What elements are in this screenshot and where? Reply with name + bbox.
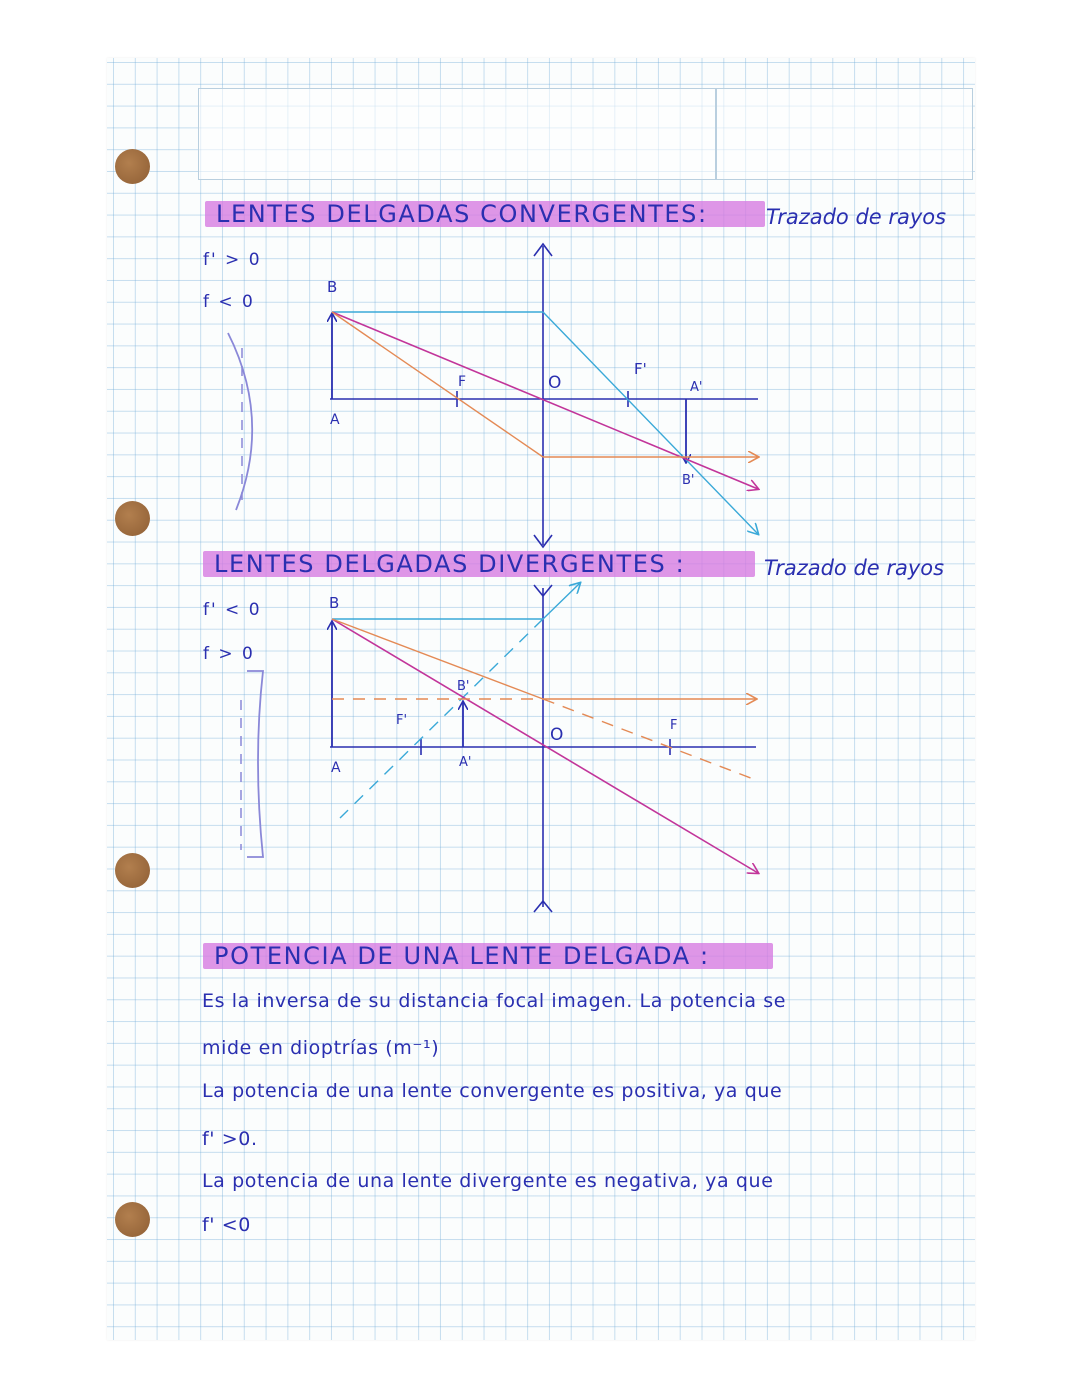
power-line-5: La potencia de una lente divergente es negativa, ya que: [202, 1170, 774, 1192]
label-O: O: [548, 373, 562, 393]
ray-focal: [332, 619, 543, 699]
power-line-6: f' <0: [202, 1214, 251, 1236]
label-Fprime: F': [634, 360, 647, 378]
label-A: A: [330, 412, 340, 428]
power-line-4: f' >0.: [202, 1128, 258, 1150]
convergent-subtitle: Trazado de rayos: [766, 205, 947, 229]
power-title: POTENCIA DE UNA LENTE DELGADA :: [214, 942, 710, 970]
ray-focal-back-extension: [543, 699, 756, 780]
divergent-lens-sketch: [247, 671, 263, 857]
ray-central: [332, 312, 758, 489]
ray-parallel-extension: [340, 619, 543, 818]
convergent-lens-sketch: [228, 333, 252, 510]
label-Bprime: B': [682, 473, 695, 488]
label-Bprime: B': [457, 679, 470, 694]
convergent-condition-2: f < 0: [203, 292, 255, 312]
ray-parallel-refracted: [543, 312, 758, 534]
label-Fprime: F': [396, 713, 408, 728]
ray-focal: [332, 312, 543, 457]
label-A: A: [331, 760, 341, 776]
ray-central: [332, 619, 758, 873]
divergent-condition-1: f' < 0: [203, 600, 262, 620]
label-F: F: [670, 718, 678, 733]
divergent-title: LENTES DELGADAS DIVERGENTES :: [214, 550, 686, 578]
convergent-title: LENTES DELGADAS CONVERGENTES:: [216, 200, 708, 228]
label-Aprime: A': [459, 755, 472, 770]
convergent-diagram: [228, 244, 758, 547]
divergent-condition-2: f > 0: [203, 644, 255, 664]
power-line-1: Es la inversa de su distancia focal imagen. La potencia se: [202, 990, 787, 1012]
power-line-3: La potencia de una lente convergente es positiva, ya que: [202, 1080, 783, 1102]
label-O: O: [550, 725, 564, 745]
divergent-diagram: [241, 583, 758, 912]
label-F: F: [458, 374, 467, 390]
divergent-subtitle: Trazado de rayos: [764, 556, 945, 580]
label-Aprime: A': [690, 380, 703, 395]
label-B: B: [327, 278, 338, 296]
convergent-condition-1: f' > 0: [203, 250, 262, 270]
power-line-2: mide en dioptrías (m⁻¹): [202, 1037, 440, 1059]
label-B: B: [329, 594, 340, 612]
